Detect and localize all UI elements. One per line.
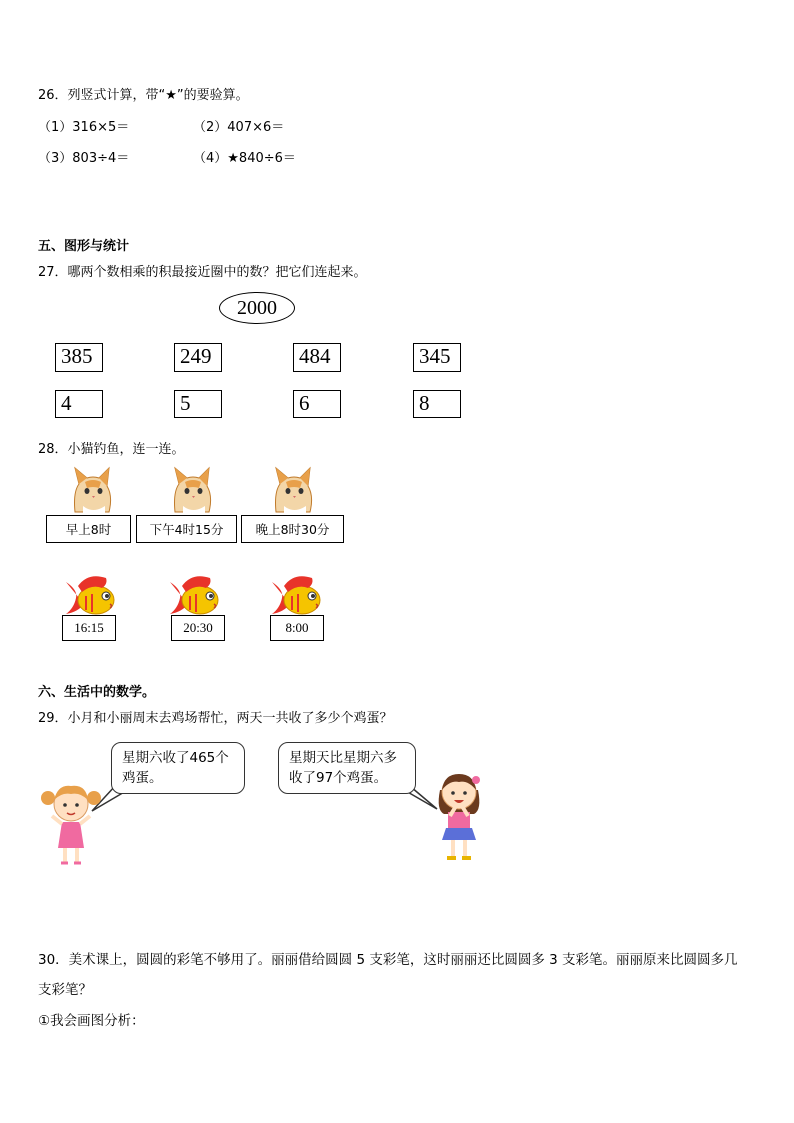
fish-label-1: 16:15 [62, 615, 116, 641]
section6-heading: 六、生活中的数学。 [38, 685, 156, 700]
q27-prompt: 27．哪两个数相乘的积最接近圈中的数？把它们连起来。 [38, 265, 367, 280]
q26-item-4: （4）★840÷6＝ [193, 151, 296, 166]
fish-icon [62, 572, 118, 618]
q26-item-2: （2）407×6＝ [193, 120, 285, 135]
q30-prompt-line2: 支彩笔？ [38, 982, 92, 998]
cat-icon [266, 462, 316, 516]
bottom-number-4: 8 [413, 390, 461, 418]
top-number-1: 385 [55, 343, 103, 372]
girl-left-illustration [40, 782, 102, 866]
q29-prompt: 29．小月和小丽周末去鸡场帮忙，两天一共收了多少个鸡蛋？ [38, 711, 393, 726]
bottom-number-3: 6 [293, 390, 341, 418]
right-speech-bubble: 星期天比星期六多收了97个鸡蛋。 [278, 742, 416, 794]
q30-prompt-line1: 30．美术课上，圆圆的彩笔不够用了。丽丽借给圆圆 5 支彩笔，这时丽丽还比圆圆多 3 支彩笔。丽丽原来比圆圆多几 [38, 952, 738, 968]
circled-number: 2000 [219, 292, 295, 324]
cat-label-2: 下午4时15分 [136, 515, 237, 543]
cat-label-3: 晚上8时30分 [241, 515, 344, 543]
top-number-2: 249 [174, 343, 222, 372]
q28-prompt: 28．小猫钓鱼，连一连。 [38, 442, 185, 457]
fish-icon [166, 572, 222, 618]
top-number-4: 345 [413, 343, 461, 372]
fish-label-3: 8:00 [270, 615, 324, 641]
fish-label-2: 20:30 [171, 615, 225, 641]
bottom-number-2: 5 [174, 390, 222, 418]
section5-heading: 五、图形与统计 [38, 239, 130, 254]
q26-item-1: （1）316×5＝ [38, 120, 130, 135]
q26-prompt: 26．列竖式计算，带“★”的要验算。 [38, 88, 249, 103]
bottom-number-1: 4 [55, 390, 103, 418]
cat-label-1: 早上8时 [46, 515, 131, 543]
girl-right-illustration [426, 770, 492, 866]
top-number-3: 484 [293, 343, 341, 372]
q30-sub1: ①我会画图分析： [38, 1013, 145, 1029]
cat-icon [165, 462, 215, 516]
left-speech-bubble: 星期六收了465个鸡蛋。 [111, 742, 245, 794]
q26-item-3: （3）803÷4＝ [38, 151, 130, 166]
cat-icon [65, 462, 115, 516]
fish-icon [268, 572, 324, 618]
